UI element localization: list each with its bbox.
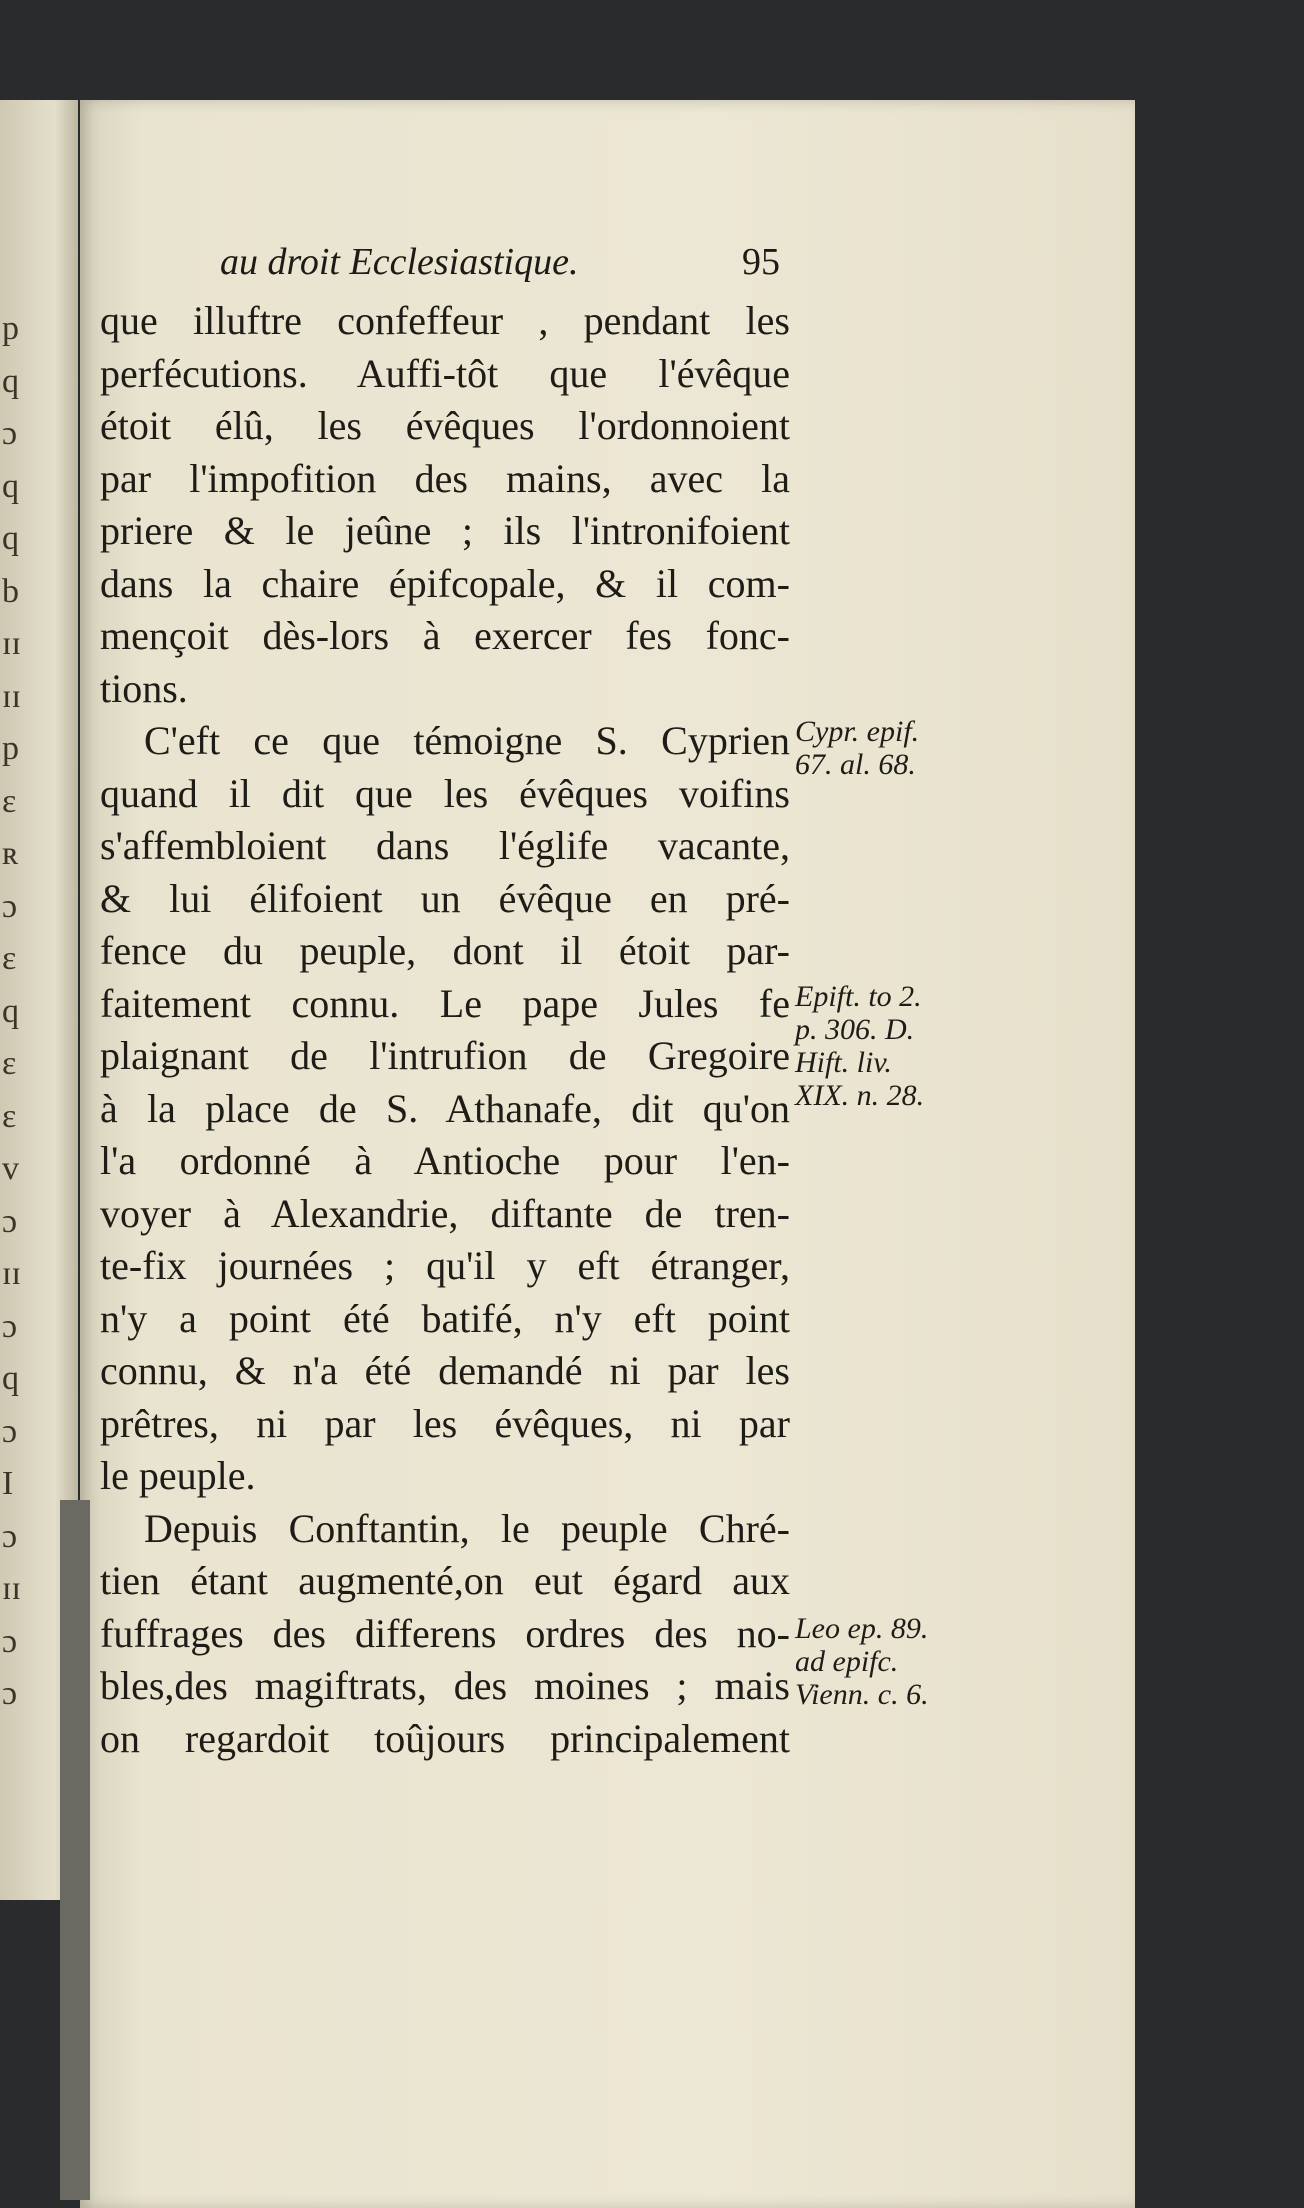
- left-page-fragment: ɔ: [2, 1622, 18, 1660]
- left-page-fragment: ɔ: [2, 1202, 18, 1240]
- text-line: prêtres, ni par les évêques, ni par: [100, 1400, 790, 1446]
- left-page-fragment: q: [2, 467, 19, 505]
- left-page-fragment: v: [2, 1150, 19, 1187]
- text-line: & lui élifoient un évêque en pré-: [100, 875, 790, 921]
- margin-note-leo: [795, 1612, 975, 1711]
- text-line: C'eft ce que témoigne S. Cyprien: [144, 718, 790, 763]
- running-title: au droit Ecclesiastique.: [220, 241, 579, 283]
- page-gutter: [60, 1500, 90, 2200]
- margin-note-line: Vienn. c. 6.: [795, 1678, 929, 1711]
- text-line: perfécutions. Auffi-tôt que l'évêque: [100, 350, 790, 396]
- text-line: à la place de S. Athanafe, dit qu'on: [100, 1085, 790, 1131]
- left-page-fragment: ɔ: [2, 887, 18, 925]
- left-page-fragment: ɛ: [2, 782, 17, 820]
- text-line: connu, & n'a été demandé ni par les: [100, 1348, 790, 1393]
- left-page-fragment: ɪɪ: [2, 1570, 21, 1607]
- left-page-fragment: q: [2, 992, 19, 1030]
- text-line: n'y a point été batifé, n'y eft point: [100, 1295, 790, 1341]
- left-page-fragment: ɔ: [2, 1517, 18, 1555]
- left-page-fragment: p: [2, 730, 19, 767]
- left-page-fragment: b: [2, 572, 19, 610]
- left-page-fragment: ʀ: [2, 835, 19, 872]
- text-line: tions.: [100, 665, 188, 711]
- left-page-fragment: ɔ: [2, 415, 18, 452]
- left-page-fragment: ɪɪ: [2, 625, 21, 662]
- text-line: Depuis Conftantin, le peuple Chré-: [144, 1505, 790, 1551]
- margin-note-cyprian: [795, 715, 975, 781]
- body-text: [100, 295, 790, 1765]
- text-line: dans la chaire épifcopale, & il com-: [100, 560, 790, 606]
- left-page-fragment: ɛ: [2, 1045, 17, 1082]
- margin-note-line: Epift. to 2.: [795, 980, 922, 1013]
- text-line: que illuftre confeffeur , pendant les: [100, 298, 790, 343]
- text-line: étoit élû, les évêques l'ordonnoient: [100, 403, 790, 448]
- text-line: le peuple.: [100, 1453, 256, 1498]
- text-line: voyer à Alexandrie, diftante de tren-: [100, 1190, 790, 1236]
- margin-note-line: p. 306. D.: [795, 1013, 915, 1046]
- left-page-fragment: ɔ: [2, 1412, 18, 1450]
- text-line: fence du peuple, dont il étoit par-: [100, 928, 790, 973]
- text-line: faitement connu. Le pape Jules fe: [100, 980, 790, 1026]
- margin-note-line: Leo ep. 89.: [795, 1612, 929, 1645]
- margin-note-line: Hift. liv.: [795, 1046, 892, 1079]
- margin-note-line: Cypr. epif.: [795, 715, 920, 748]
- left-page-fragment: p: [2, 310, 19, 347]
- text-line: par l'impofition des mains, avec la: [100, 455, 790, 501]
- text-line: mençoit dès-lors à exercer fes fonc-: [100, 613, 790, 658]
- text-line: l'a ordonné à Antioche pour l'en-: [100, 1138, 790, 1183]
- margin-note-julius: [795, 980, 975, 1112]
- text-line: te-fix journées ; qu'il y eft étranger,: [100, 1243, 790, 1288]
- left-page-fragment: I: [2, 1465, 14, 1502]
- text-line: quand il dit que les évêques voifins: [100, 770, 790, 816]
- text-line: s'affembloient dans l'églife vacante,: [100, 823, 790, 868]
- left-page-fragment: ɪɪ: [2, 1255, 21, 1292]
- left-page-fragment: ɛ: [2, 940, 17, 977]
- margin-note-line: ad epifc.: [795, 1645, 899, 1678]
- left-page-fragment: ɪɪ: [2, 677, 21, 715]
- running-header: [220, 240, 780, 290]
- text-line: plaignant de l'intrufion de Gregoire: [100, 1033, 790, 1078]
- page-number: 95: [742, 241, 780, 283]
- text-line: on regardoit toûjours principalement: [100, 1715, 790, 1761]
- text-line: fuffrages des differens ordres des no-: [100, 1610, 790, 1656]
- left-page-fragment: ɔ: [2, 1307, 18, 1345]
- left-page-fragment: q: [2, 362, 19, 400]
- text-line: bles,des magiftrats, des moines ; mais: [100, 1663, 790, 1708]
- margin-note-line: 67. al. 68.: [795, 748, 916, 781]
- left-page-fragment: ɛ: [2, 1097, 17, 1135]
- margin-note-line: XIX. n. 28.: [795, 1079, 925, 1112]
- text-line: priere & le jeûne ; ils l'intronifoient: [100, 508, 790, 553]
- left-page-fragment: q: [2, 1360, 19, 1397]
- left-page-fragment: ɔ: [2, 1675, 18, 1712]
- left-page-fragment: q: [2, 520, 19, 557]
- text-line: tien étant augmenté,on eut égard aux: [100, 1558, 790, 1603]
